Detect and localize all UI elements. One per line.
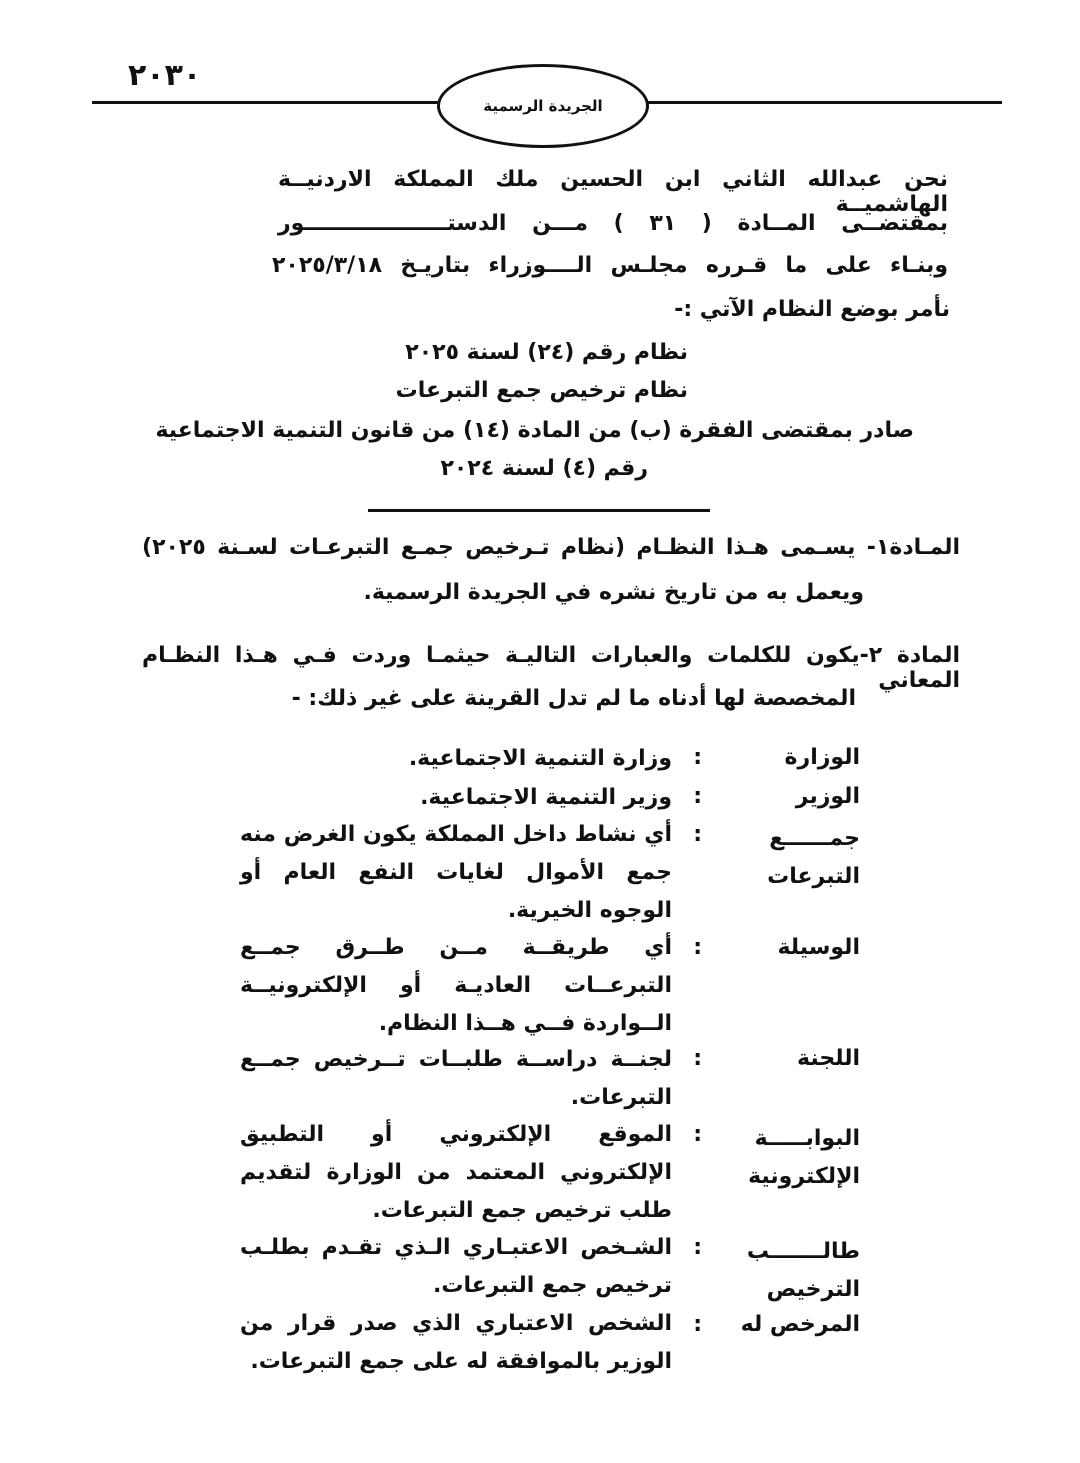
definition-text: أي طريقــة مــن طــرق جمــع التبرعــات العاديـة أو الإلكترونيــة الــواردة فــي هــذا النظام. xyxy=(240,935,672,1036)
issued-under-line-2: رقم (٤) لسنة ٢٠٢٤ xyxy=(440,456,648,481)
definition-text: أي نشاط داخل المملكة يكون الغرض منه جمع الأموال لغايات النفع العام أو الوجوه الخيرية. xyxy=(240,822,672,923)
definition-colon: : xyxy=(693,1312,702,1337)
definition-colon: : xyxy=(693,745,702,770)
preamble-line-4: نأمر بوضع النظام الآتي :- xyxy=(674,297,950,322)
preamble-line-3: وبنـاء على ما قـرره مجلـس الــــوزراء بتاريـخ ٢٠٢٥/٣/١٨ xyxy=(272,253,948,278)
definition-colon: : xyxy=(693,784,702,809)
definition-text: وزارة التنمية الاجتماعية. xyxy=(408,746,672,771)
issued-under-line-1: صادر بمقتضى الفقرة (ب) من المادة (١٤) من قانون التنمية الاجتماعية xyxy=(155,418,914,443)
definition-term: الوزير xyxy=(795,784,860,809)
definition-text: الموقع الإلكتروني أو التطبيق الإلكتروني المعتمد من الوزارة لتقديم طلب ترخيص جمع التبرعات. xyxy=(240,1122,672,1223)
article2-line-2: المخصصة لها أدناه ما لم تدل القرينة على غير ذلك: - xyxy=(291,686,856,711)
definition-colon: : xyxy=(693,935,702,960)
article2-line-1: المادة ٢-يكون للكلمات والعبارات التاليـة حيثمـا وردت فـي هـذا النظـام المعاني xyxy=(142,643,960,693)
definition-text: لجنــة دراســة طلبــات تــرخيص جمــع التبرعات. xyxy=(240,1047,672,1110)
definition-term: المرخص له xyxy=(740,1312,860,1337)
gazette-oval xyxy=(437,64,649,148)
definition-term: جمــــــع التبرعات xyxy=(767,826,860,889)
preamble-line-2: بمقتضــى المــادة ( ٣١ ) مـــن الدستـــــــــــــــــــور xyxy=(278,211,948,236)
definition-term: الوسيلة xyxy=(777,935,860,960)
regulation-number: نظام رقم (٢٤) لسنة ٢٠٢٥ xyxy=(405,340,688,365)
definition-text: وزير التنمية الاجتماعية. xyxy=(420,785,672,810)
definition-colon: : xyxy=(693,1046,702,1071)
definition-text: الشـخص الاعتبـاري الـذي تقـدم بطلـب ترخيص جمع التبرعات. xyxy=(240,1235,672,1298)
definition-term: الوزارة xyxy=(784,745,860,770)
section-divider xyxy=(368,509,710,512)
definition-term: اللجنة xyxy=(797,1046,860,1071)
definition-colon: : xyxy=(693,1122,702,1147)
definition-term: طالـــــــب الترخيص xyxy=(746,1239,860,1302)
regulation-name: نظام ترخيص جمع التبرعات xyxy=(395,378,688,403)
definition-term: البوابـــــة الإلكترونية xyxy=(748,1126,860,1189)
definition-colon: : xyxy=(693,1235,702,1260)
page-number: ٢٠٣٠ xyxy=(128,58,202,93)
gazette-name: الجريدة الرسمية xyxy=(483,97,603,115)
article1-line-1: المـادة١- يسـمى هـذا النظـام (نظام تـرخيص جمـع التبرعـات لسـنة ٢٠٢٥) xyxy=(142,535,960,560)
definition-colon: : xyxy=(693,822,702,847)
preamble-line-1: نحن عبدالله الثاني ابن الحسين ملك المملكة الاردنيــة الهاشميــة xyxy=(278,167,948,217)
article1-line-2: ويعمل به من تاريخ نشره في الجريدة الرسمية. xyxy=(363,580,864,605)
definition-text: الشخص الاعتباري الذي صدر قرار من الوزير بالموافقة له على جمع التبرعات. xyxy=(240,1311,672,1374)
